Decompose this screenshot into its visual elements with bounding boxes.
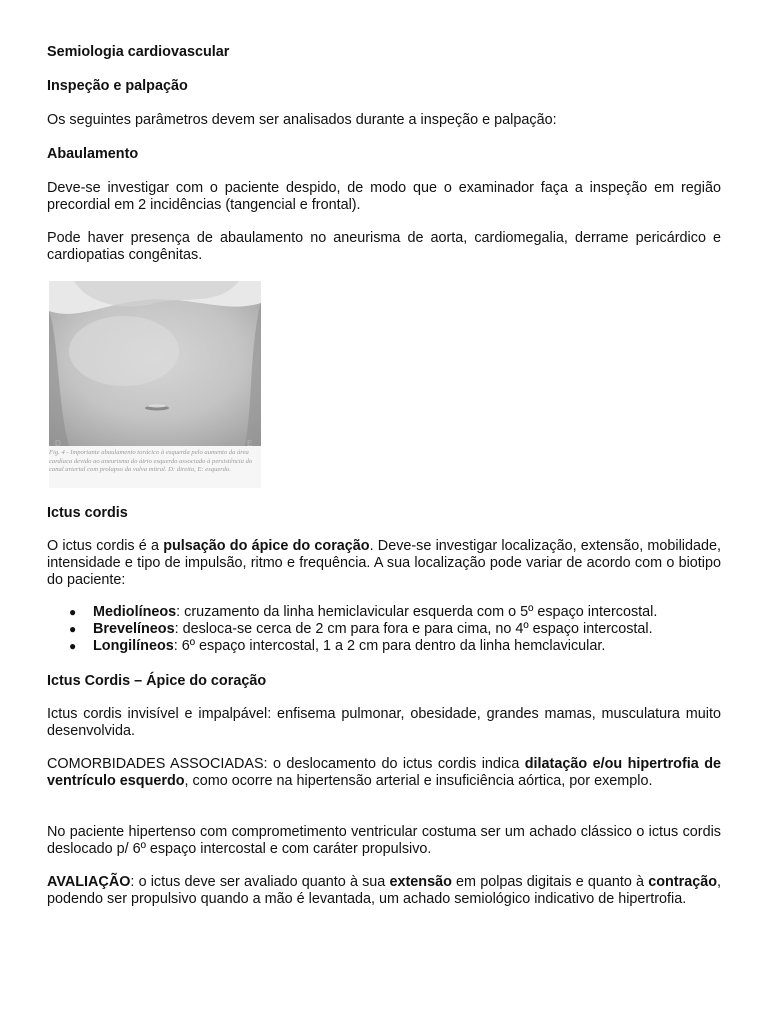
list-item bbox=[47, 621, 721, 638]
bullet-icon: ● bbox=[69, 605, 77, 619]
document-title: Semiologia cardiovascular bbox=[47, 44, 230, 60]
avaliacao-paragraph bbox=[47, 874, 721, 908]
list-item bbox=[47, 638, 721, 655]
section-heading-inspecao: Inspeção e palpação bbox=[47, 78, 188, 94]
bullet-text: : 6º espaço intercostal, 1 a 2 cm para dentro da linha hemclavicular. bbox=[173, 638, 606, 654]
contracao-term: contração bbox=[648, 874, 717, 890]
list-item bbox=[47, 604, 721, 621]
section-heading-abaulamento: Abaulamento bbox=[47, 146, 139, 162]
avaliacao-text-2: em polpas digitais e quanto à bbox=[451, 874, 649, 890]
ictus-paragraph bbox=[47, 538, 721, 589]
biotype-bullet-list bbox=[47, 604, 721, 655]
avaliacao-text-3: , podendo ser propulsivo quando a mão é levantada, um achado semiológico indicativo de hipertrofia. bbox=[47, 874, 721, 907]
section-heading-apice: Ictus Cordis – Ápice do coração bbox=[47, 673, 267, 689]
bullet-text: : desloca-se cerca de 2 cm para fora e para cima, no 4º espaço intercostal. bbox=[174, 621, 653, 637]
comorbidades-text-prefix: COMORBIDADES ASSOCIADAS: o deslocamento do ictus cordis indica bbox=[47, 756, 525, 772]
ictus-text-bold: pulsação do ápice do coração bbox=[163, 538, 370, 554]
comorbidades-paragraph bbox=[47, 756, 721, 790]
extensao-term: extensão bbox=[389, 874, 452, 890]
figure-label-left-side: E bbox=[247, 439, 253, 448]
ictus-text-suffix: . Deve-se investigar localização, extensão, mobilidade, intensidade e tipo de impulsão, ritmo e frequência. A sua localização pode variar de acordo com o biotipo do paciente: bbox=[47, 538, 722, 588]
section-heading-ictus-cordis: Ictus cordis bbox=[47, 505, 128, 521]
comorbidades-text-bold: dilatação e/ou hipertrofia de ventrículo esquerdo bbox=[47, 756, 721, 789]
figure-label-right-side: D bbox=[55, 439, 61, 448]
ictus-text-prefix: O ictus cordis é a bbox=[47, 538, 164, 554]
bullet-icon: ● bbox=[69, 639, 77, 653]
comorbidades-text-suffix: , como ocorre na hipertensão arterial e insuficiência aórtica, por exemplo. bbox=[184, 773, 653, 789]
avaliacao-label: AVALIAÇÃO bbox=[47, 874, 131, 890]
abaulamento-paragraph-2: Pode haver presença de abaulamento no aneurisma de aorta, cardiomegalia, derrame pericárdico e cardiopatias congênitas. bbox=[47, 230, 721, 263]
intro-paragraph: Os seguintes parâmetros devem ser analisados durante a inspeção e palpação: bbox=[47, 112, 557, 128]
bullet-term: Brevelíneos bbox=[93, 621, 175, 637]
bullet-term: Mediolíneos bbox=[93, 604, 177, 620]
bullet-icon: ● bbox=[69, 622, 77, 636]
bullet-text: : cruzamento da linha hemiclavicular esquerda com o 5º espaço intercostal. bbox=[176, 604, 658, 620]
figure-caption: Fig. 4 - Importante abaulamento torácico à esquerda pelo aumento da área cardíaca devido ao aneurisma do átrio esquerdo associado à persistência do canal arterial com prolapso da valva mitral. D: direito, E: esquerdo. bbox=[49, 449, 253, 474]
abaulamento-paragraph-1: Deve-se investigar com o paciente despido, de modo que o examinador faça a inspeção em região precordial em 2 incidências (tangencial e frontal). bbox=[47, 180, 721, 213]
apice-paragraph-1: Ictus cordis invisível e impalpável: enfisema pulmonar, obesidade, grandes mamas, musculatura muito desenvolvida. bbox=[47, 706, 721, 739]
hipertenso-paragraph: No paciente hipertenso com comprometimento ventricular costuma ser um achado clássico o ictus cordis deslocado p/ 6º espaço intercostal e com caráter propulsivo. bbox=[47, 824, 721, 857]
avaliacao-text-1: : o ictus deve ser avaliado quanto à sua bbox=[130, 874, 390, 890]
bullet-term: Longilíneos bbox=[93, 638, 174, 654]
